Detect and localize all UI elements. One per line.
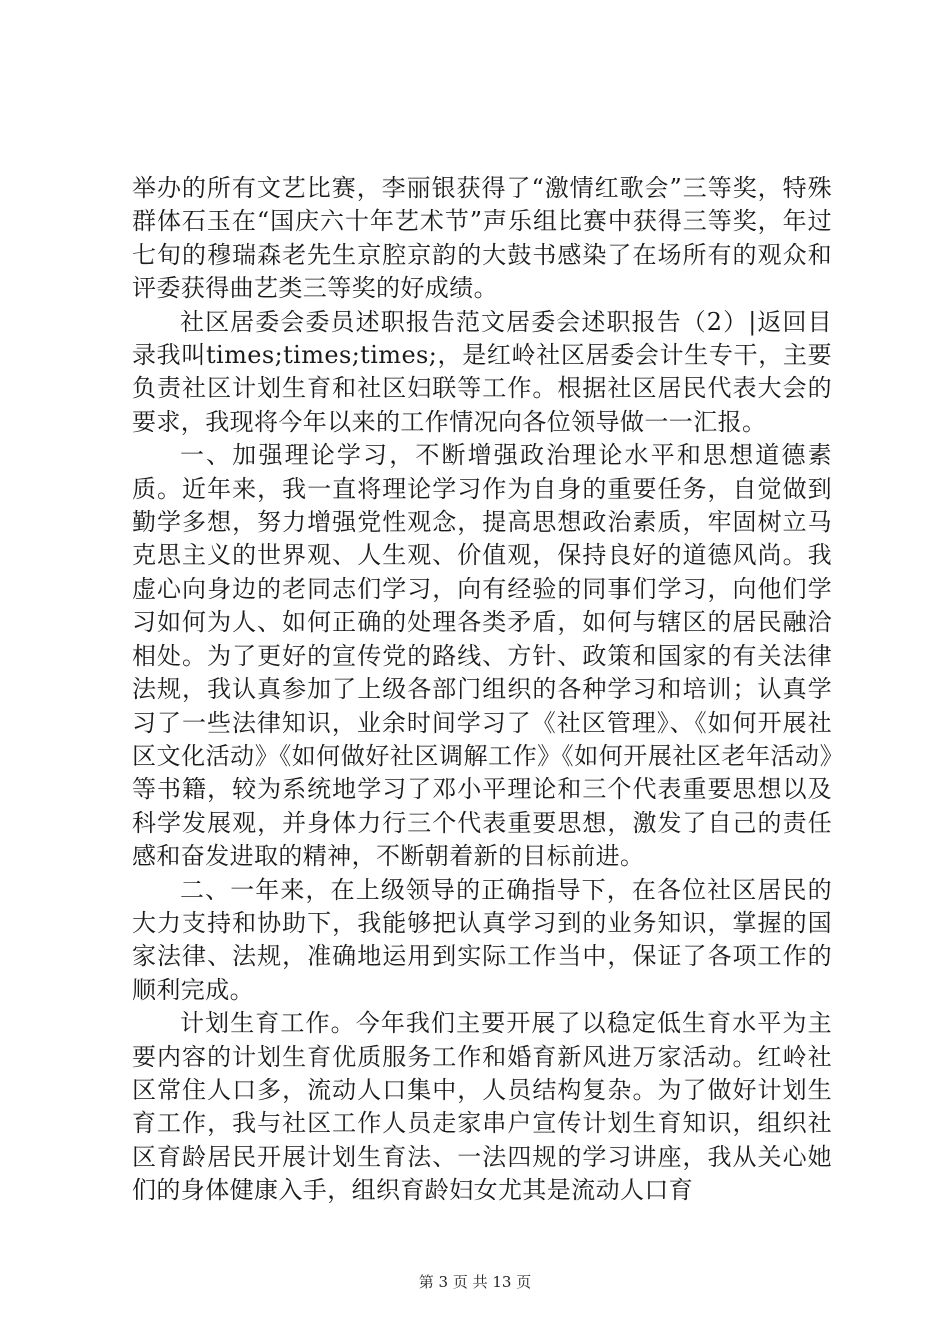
paragraph-2: 社区居委会委员述职报告范文居委会述职报告（2）|返回目录我叫times;times;times;，是红岭社区居委会计生专干，主要负责社区计划生育和社区妇联等工作。根据社区居民代表大会的要求，我现将今年以来的工作情况向各位领导做一一汇报。 xyxy=(132,307,832,436)
paragraph-1: 举办的所有文艺比赛，李丽银获得了“激情红歌会”三等奖，特殊群体石玉在“国庆六十年艺术节”声乐组比赛中获得三等奖，年过七旬的穆瑞森老先生京腔京韵的大鼓书感染了在场所有的观众和评委获得曲艺类三等奖的好成绩。 xyxy=(132,174,832,303)
paragraph-3: 一、加强理论学习，不断增强政治理论水平和思想道德素质。近年来，我一直将理论学习作为自身的重要任务，自觉做到勤学多想，努力增强党性观念，提高思想政治素质，牢固树立马克思主义的世界观、人生观、价值观，保持良好的道德风尚。我虚心向身边的老同志们学习，向有经验的同事们学习，向他们学习如何为人、如何正确的处理各类矛盾，如何与辖区的居民融洽相处。为了更好的宣传党的路线、方针、政策和国家的有关法律法规，我认真参加了上级各部门组织的各种学习和培训；认真学习了一些法律知识，业余时间学习了《社区管理》、《如何开展社区文化活动》《如何做好社区调解工作》《如何开展社区老年活动》等书籍，较为系统地学习了邓小平理论和三个代表重要思想以及科学发展观，并身体力行三个代表重要思想，激发了自己的责任感和奋发进取的精神，不断朝着新的目标前进。 xyxy=(132,441,832,871)
page-number-footer: 第 3 页 共 13 页 xyxy=(418,1273,532,1291)
paragraph-5: 计划生育工作。今年我们主要开展了以稳定低生育水平为主要内容的计划生育优质服务工作和婚育新风进万家活动。红岭社区常住人口多，流动人口集中，人员结构复杂。为了做好计划生育工作，我与社区工作人员走家串户宣传计划生育知识，组织社区育龄居民开展计划生育法、一法四规的学习讲座，我从关心她们的身体健康入手，组织育龄妇女尤其是流动人口育 xyxy=(132,1009,832,1205)
paragraph-4: 二、一年来，在上级领导的正确指导下，在各位社区居民的大力支持和协助下，我能够把认真学习到的业务知识，掌握的国家法律、法规，准确地运用到实际工作当中，保证了各项工作的顺利完成。 xyxy=(132,875,832,1004)
document-body xyxy=(132,172,832,1208)
